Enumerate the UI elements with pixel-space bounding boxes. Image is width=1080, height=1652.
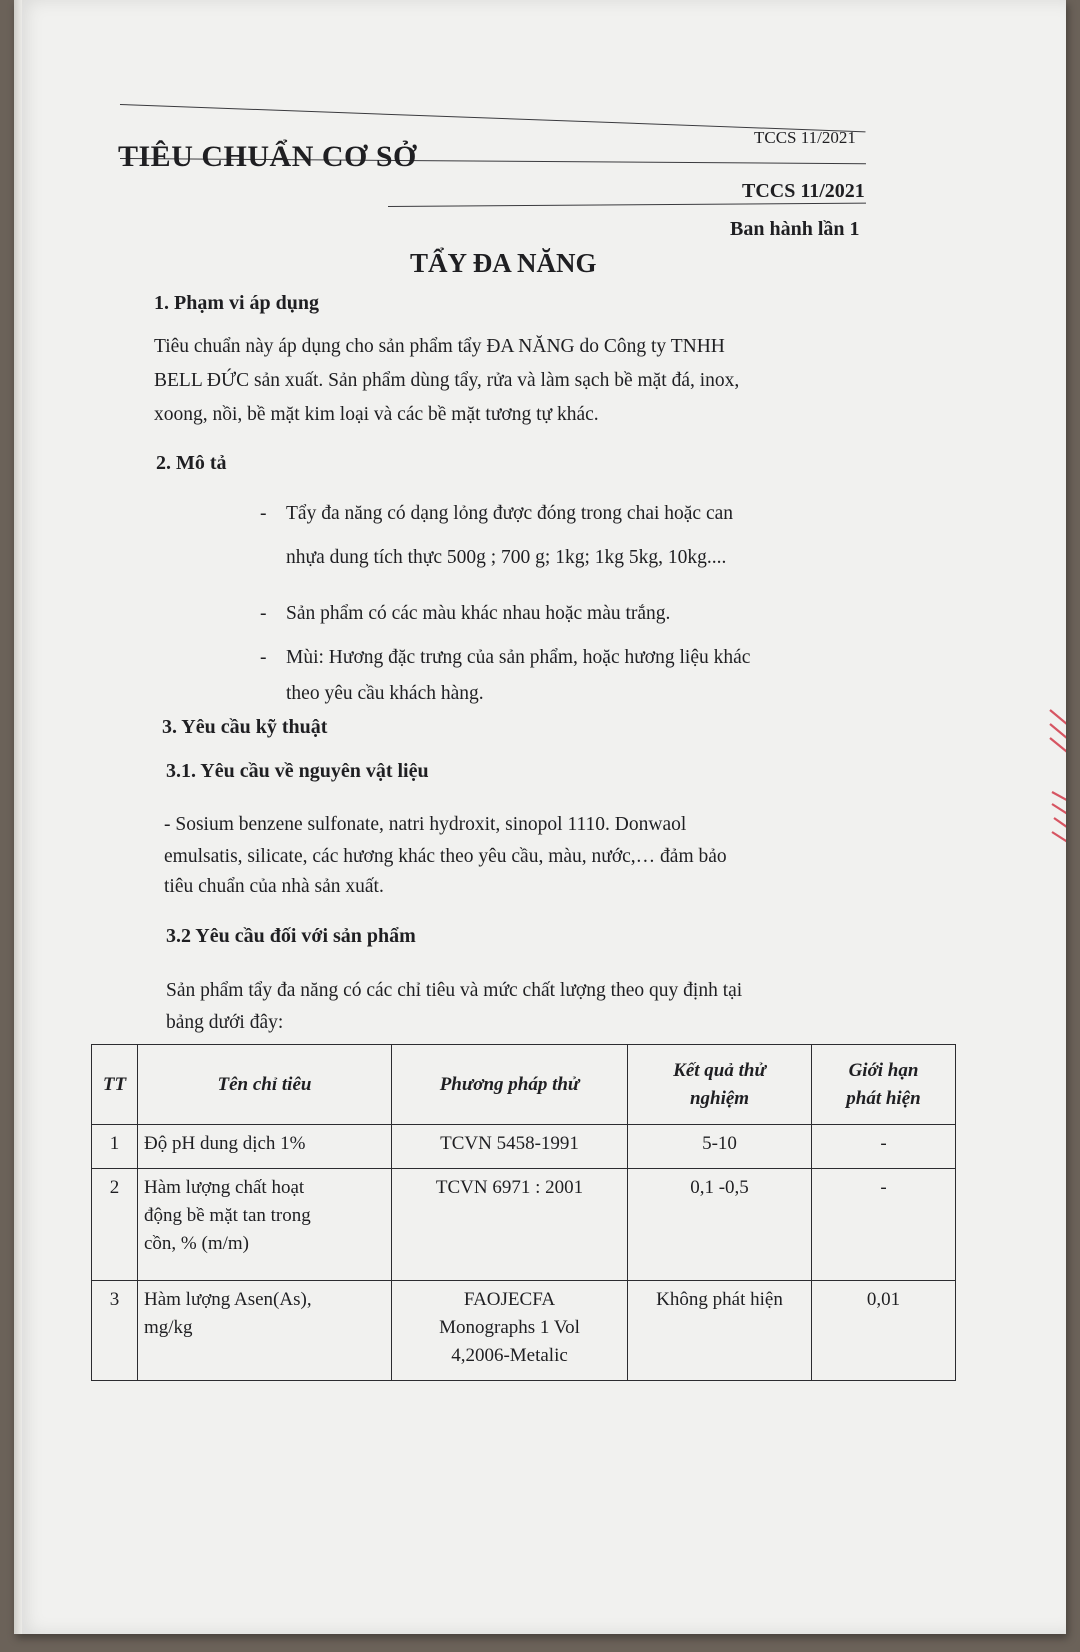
bullet-item-3-line-1: Mùi: Hương đặc trưng của sản phẩm, hoặc hương liệu khác xyxy=(286,647,751,668)
page-edge-shadow xyxy=(14,0,22,1634)
section-1-line-1: Tiêu chuẩn này áp dụng cho sản phẩm tẩy ĐA NĂNG do Công ty TNHH xyxy=(154,336,725,357)
cell-name xyxy=(138,1169,392,1281)
col-header-tt: TT xyxy=(92,1045,138,1125)
standard-title: TIÊU CHUẨN CƠ SỞ xyxy=(118,140,417,173)
section-3-1-heading: 3.1. Yêu cầu về nguyên vật liệu xyxy=(166,760,429,782)
cell-name-line: Độ pH dung dịch 1% xyxy=(144,1133,306,1154)
section-2-heading: 2. Mô tả xyxy=(156,452,227,474)
cell-name-line: Hàm lượng chất hoạt xyxy=(144,1177,305,1198)
col-header-result-line-1: Kết quả thử xyxy=(673,1059,766,1081)
col-header-result-line-2: nghiệm xyxy=(689,1087,750,1109)
cell-name xyxy=(138,1281,392,1381)
cell-name-line: động bề mặt tan trong xyxy=(144,1205,311,1226)
bullet-item-3-line-2: theo yêu cầu khách hàng. xyxy=(286,683,484,704)
cell-method-line: FAOJECFA xyxy=(463,1289,556,1310)
bullet-dash: - xyxy=(260,603,267,624)
bullet-dash: - xyxy=(260,647,267,668)
cell-name-line: mg/kg xyxy=(144,1317,193,1338)
section-3-1-line-2: emulsatis, silicate, các hương khác theo yêu cầu, màu, nước,… đảm bảo xyxy=(164,846,727,867)
cell-method-line: Monographs 1 Vol xyxy=(439,1317,580,1338)
cell-result: 0,1 -0,5 xyxy=(628,1169,812,1281)
document-page xyxy=(14,0,1066,1634)
seal-stamp-fragment xyxy=(1044,700,1066,860)
table-row xyxy=(92,1125,956,1169)
cell-method-line: 4,2006-Metalic xyxy=(451,1345,568,1366)
col-header-limit-line-2: phát hiện xyxy=(846,1087,921,1109)
section-3-2-line-1: Sản phẩm tẩy đa năng có các chỉ tiêu và mức chất lượng theo quy định tại xyxy=(166,980,743,1001)
table-row xyxy=(92,1169,956,1281)
cell-method-line: TCVN 6971 : 2001 xyxy=(435,1177,584,1198)
cell-tt: 1 xyxy=(92,1125,138,1169)
col-header-limit-line-1: Giới hạn xyxy=(848,1059,919,1081)
header-rule-bottom xyxy=(388,203,866,207)
table-header-row xyxy=(92,1045,956,1125)
cell-limit: 0,01 xyxy=(812,1281,956,1381)
section-1-line-2: BELL ĐỨC sản xuất. Sản phẩm dùng tẩy, rửa và làm sạch bề mặt đá, inox, xyxy=(154,370,740,391)
section-3-2-line-2: bảng dưới đây: xyxy=(166,1012,284,1033)
cell-method xyxy=(392,1125,628,1169)
cell-limit: - xyxy=(812,1169,956,1281)
cell-name-line: Hàm lượng Asen(As), xyxy=(144,1289,312,1310)
section-3-1-line-1: - Sosium benzene sulfonate, natri hydroxit, sinopol 1110. Donwaol xyxy=(164,814,687,835)
seal-stamp-marks xyxy=(1050,710,1066,846)
col-header-result xyxy=(628,1045,812,1125)
cell-name-line: cồn, % (m/m) xyxy=(144,1233,250,1254)
document-title: TẨY ĐA NĂNG xyxy=(410,248,597,278)
cell-method-line: TCVN 5458-1991 xyxy=(440,1133,579,1154)
header-code-top: TCCS 11/2021 xyxy=(754,128,856,147)
section-1-line-3: xoong, nồi, bề mặt kim loại và các bề mặt tương tự khác. xyxy=(154,404,599,425)
cell-name xyxy=(138,1125,392,1169)
bullet-dash: - xyxy=(260,503,267,524)
bullet-item-2-line-1: Sản phẩm có các màu khác nhau hoặc màu trắng. xyxy=(286,603,671,624)
cell-limit: - xyxy=(812,1125,956,1169)
edition-label: Ban hành lần 1 xyxy=(730,218,860,240)
cell-result: 5-10 xyxy=(628,1125,812,1169)
seal-stroke xyxy=(1050,710,1066,756)
cell-tt: 3 xyxy=(92,1281,138,1381)
spec-table xyxy=(91,1044,956,1381)
col-header-limit xyxy=(812,1045,956,1125)
cell-method xyxy=(392,1281,628,1381)
col-header-method: Phương pháp thử xyxy=(392,1045,628,1125)
bullet-item-1-line-2: nhựa dung tích thực 500g ; 700 g; 1kg; 1kg 5kg, 10kg.... xyxy=(286,547,727,568)
cell-method xyxy=(392,1169,628,1281)
section-3-2-heading: 3.2 Yêu cầu đối với sản phẩm xyxy=(166,925,416,947)
col-header-name: Tên chỉ tiêu xyxy=(138,1045,392,1125)
table-row xyxy=(92,1281,956,1381)
header-code-main: TCCS 11/2021 xyxy=(742,180,865,202)
section-1-heading: 1. Phạm vi áp dụng xyxy=(154,292,320,314)
section-3-1-line-3: tiêu chuẩn của nhà sản xuất. xyxy=(164,876,384,897)
bullet-item-1-line-1: Tẩy đa năng có dạng lỏng được đóng trong chai hoặc can xyxy=(286,503,734,524)
cell-result: Không phát hiện xyxy=(628,1281,812,1381)
seal-stroke xyxy=(1052,792,1066,846)
section-3-heading: 3. Yêu cầu kỹ thuật xyxy=(162,716,328,738)
cell-tt: 2 xyxy=(92,1169,138,1281)
